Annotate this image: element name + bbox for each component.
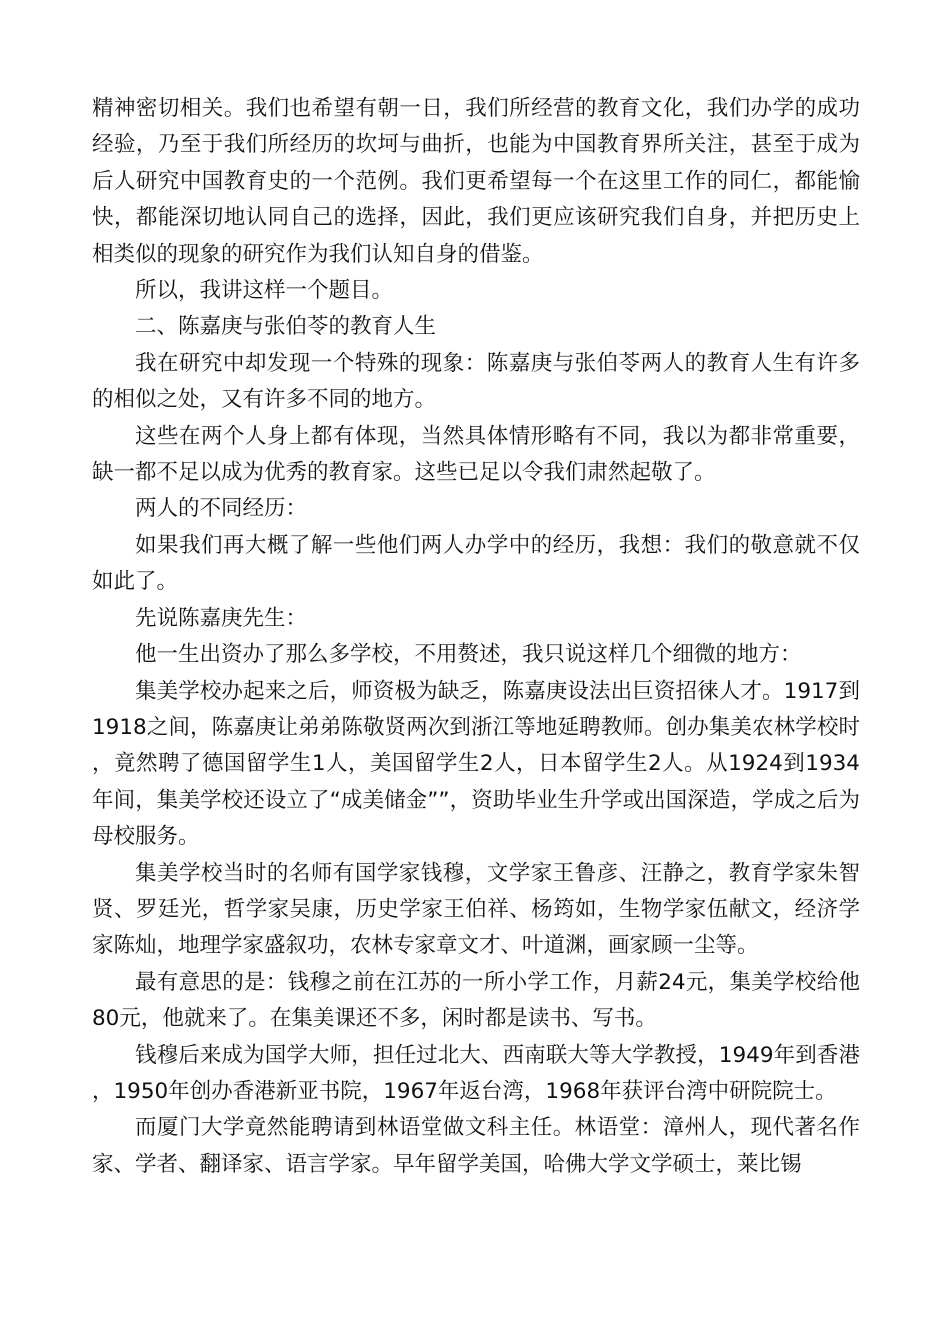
- paragraph-1: 精神密切相关。我们也希望有朝一日，我们所经营的教育文化，我们办学的成功经验，乃至于我们所经历的坎坷与曲折，也能为中国教育界所关注，甚至于成为后人研究中国教育史的一个范例。我们更希望每一个在这里工作的同仁，都能愉快，都能深切地认同自己的选择，因此，我们更应该研究我们自身，并把历史上相类似的现象的研究作为我们认知自身的借鉴。: [92, 96, 860, 267]
- paragraph-4: 我在研究中却发现一个特殊的现象：陈嘉庚与张伯苓两人的教育人生有许多的相似之处，又有许多不同的地方。: [92, 350, 860, 413]
- paragraph-14: 而厦门大学竟然能聘请到林语堂做文科主任。林语堂：漳州人，现代著名作家、学者、翻译家、语言学家。早年留学美国，哈佛大学文学硕士，莱比锡: [92, 1115, 860, 1177]
- paragraph-13: 钱穆后来成为国学大师，担任过北大、西南联大等大学教授，1949年到香港，1950年创办香港新亚书院，1967年返台湾，1968年获评台湾中研院院士。: [92, 1042, 860, 1104]
- document-page: [92, 91, 860, 1183]
- paragraph-5: 这些在两个人身上都有体现，当然具体情形略有不同，我以为都非常重要，缺一都不足以成为优秀的教育家。这些已足以令我们肃然起敬了。: [92, 423, 860, 486]
- paragraph-12: 最有意思的是：钱穆之前在江苏的一所小学工作，月薪24元，集美学校给他80元，他就来了。在集美课还不多，闲时都是读书、写书。: [92, 969, 860, 1032]
- section-heading: 二、陈嘉庚与张伯苓的教育人生: [135, 314, 437, 340]
- paragraph-6: 两人的不同经历：: [135, 496, 308, 522]
- paragraph-9: 他一生出资办了那么多学校，不用赘述，我只说这样几个细微的地方：: [135, 642, 802, 668]
- paragraph-11: 集美学校当时的名师有国学家钱穆，文学家王鲁彦、汪静之，教育学家朱智贤、罗廷光，哲学家吴康，历史学家王伯祥、杨筠如，生物学家伍献文，经济学家陈灿，地理学家盛叙功，农林专家章文才、叶道渊，画家顾一尘等。: [92, 860, 860, 959]
- paragraph-8: 先说陈嘉庚先生：: [135, 605, 308, 631]
- paragraph-7: 如果我们再大概了解一些他们两人办学中的经历，我想：我们的敬意就不仅如此了。: [92, 532, 860, 595]
- paragraph-2: 所以，我讲这样一个题目。: [135, 278, 394, 304]
- paragraph-10: 集美学校办起来之后，师资极为缺乏，陈嘉庚设法出巨资招徕人才。1917到1918之间，陈嘉庚让弟弟陈敬贤两次到浙江等地延聘教师。创办集美农林学校时，竟然聘了德国留学生1人，美国留学生2人，日本留学生2人。从1924到1934年间，集美学校还设立了“成美储金””，资助毕业生升学或出国深造，学成之后为母校服务。: [92, 678, 860, 850]
